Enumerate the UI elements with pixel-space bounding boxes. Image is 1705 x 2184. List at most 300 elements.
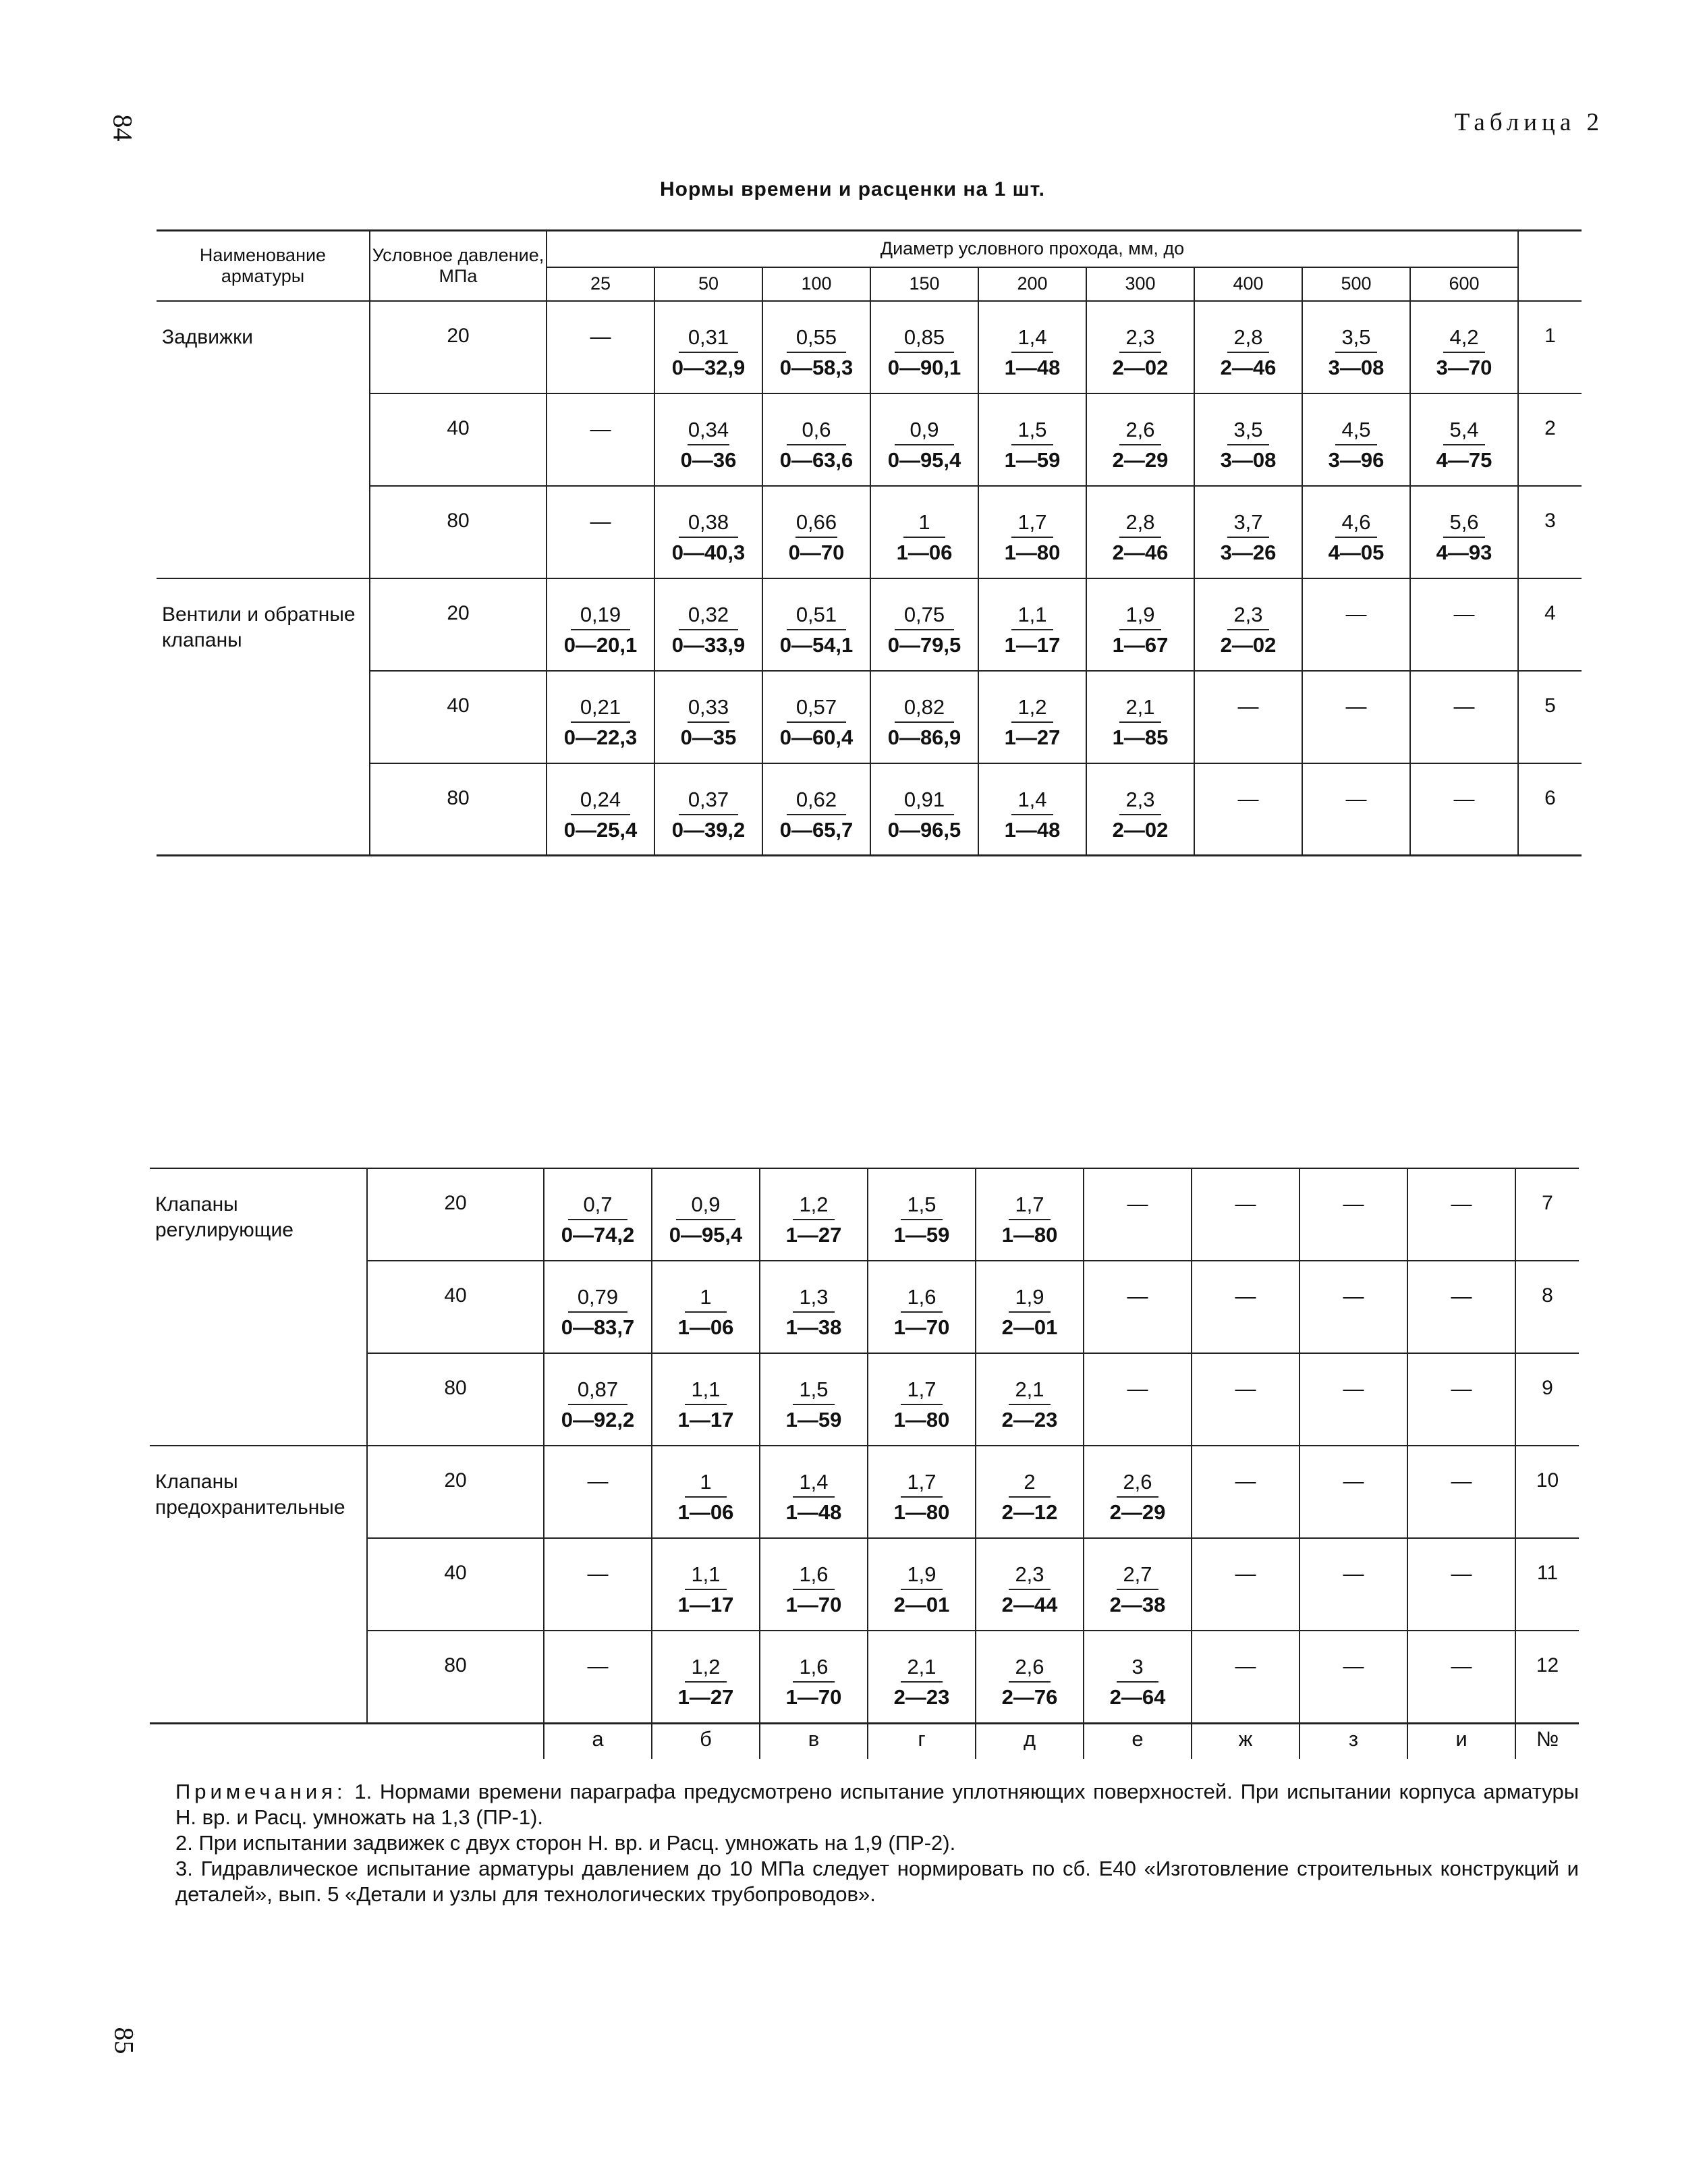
price-rate: 2—01 bbox=[893, 1593, 950, 1616]
time-norm: 1 bbox=[685, 1284, 727, 1313]
norm-cell bbox=[1299, 1261, 1407, 1353]
price-rate: 0—63,6 bbox=[779, 447, 854, 472]
price-rate: 0—74,2 bbox=[561, 1223, 635, 1247]
empty-dash: — bbox=[1345, 601, 1367, 626]
time-norm: 0,79 bbox=[568, 1284, 628, 1313]
norm-cell bbox=[762, 486, 870, 578]
table-row bbox=[157, 578, 1582, 671]
norm-cell bbox=[1084, 1261, 1192, 1353]
fitting-name: Задвижки bbox=[157, 301, 370, 578]
norm-cell bbox=[1407, 1261, 1515, 1353]
price-rate: 0—70 bbox=[788, 540, 845, 564]
row-number: 8 bbox=[1515, 1261, 1579, 1353]
time-norm: 0,55 bbox=[787, 325, 847, 353]
norm-cell bbox=[1084, 1446, 1192, 1538]
time-norm: 3,5 bbox=[1227, 417, 1270, 445]
price-rate: 2—23 bbox=[893, 1685, 950, 1709]
price-rate: 2—46 bbox=[1220, 355, 1277, 379]
norm-cell bbox=[868, 1261, 976, 1353]
column-letter: г bbox=[868, 1720, 976, 1759]
row-number: 1 bbox=[1518, 301, 1582, 393]
norm-cell bbox=[1410, 393, 1518, 486]
norm-cell bbox=[1084, 1538, 1192, 1631]
norm-cell bbox=[1302, 393, 1410, 486]
norm-cell bbox=[1299, 1538, 1407, 1631]
time-norm: 2,8 bbox=[1119, 510, 1162, 538]
time-norm: 0,31 bbox=[679, 325, 739, 353]
time-norm: 1,4 bbox=[793, 1469, 835, 1498]
norm-cell bbox=[1407, 1353, 1515, 1446]
column-letter: д bbox=[976, 1720, 1084, 1759]
norm-cell bbox=[1410, 763, 1518, 856]
norm-cell bbox=[760, 1168, 868, 1261]
table-row bbox=[150, 1446, 1579, 1538]
price-rate: 1—27 bbox=[677, 1685, 734, 1709]
price-rate: 1—27 bbox=[785, 1223, 842, 1247]
price-rate: 2—44 bbox=[1001, 1593, 1058, 1616]
norm-cell bbox=[1086, 486, 1194, 578]
norm-cell bbox=[1407, 1538, 1515, 1631]
price-rate: 1—70 bbox=[893, 1315, 950, 1339]
price-rate: 0—54,1 bbox=[779, 632, 854, 657]
empty-dash: — bbox=[1453, 786, 1475, 811]
empty-dash: — bbox=[1237, 786, 1259, 811]
time-norm: 4,2 bbox=[1443, 325, 1486, 353]
norm-cell bbox=[1407, 1446, 1515, 1538]
column-letters-row bbox=[150, 1720, 1579, 1759]
row-number: 12 bbox=[1515, 1631, 1579, 1723]
price-rate: 1—70 bbox=[785, 1685, 842, 1709]
column-letter: б bbox=[652, 1720, 760, 1759]
time-norm: 2,3 bbox=[1227, 602, 1270, 630]
time-norm: 1,7 bbox=[901, 1469, 943, 1498]
price-rate: 0—32,9 bbox=[671, 355, 746, 379]
norm-cell bbox=[870, 393, 978, 486]
row-number: 7 bbox=[1515, 1168, 1579, 1261]
price-rate: 0—22,3 bbox=[563, 725, 638, 749]
time-norm: 2,3 bbox=[1119, 787, 1162, 815]
empty-dash: — bbox=[1235, 1562, 1256, 1585]
norm-cell bbox=[760, 1538, 868, 1631]
price-rate: 0—36 bbox=[680, 447, 737, 472]
norm-cell bbox=[654, 393, 762, 486]
table-label: Таблица 2 bbox=[1454, 109, 1604, 136]
norm-cell bbox=[1302, 486, 1410, 578]
header-name: Наименование арматуры bbox=[199, 244, 327, 286]
price-rate: 1—59 bbox=[785, 1408, 842, 1431]
empty-dash: — bbox=[1127, 1192, 1148, 1216]
price-rate: 1—80 bbox=[1001, 1223, 1058, 1247]
time-norm: 1,6 bbox=[793, 1654, 835, 1683]
norm-cell bbox=[870, 301, 978, 393]
price-rate: 2—29 bbox=[1109, 1500, 1166, 1524]
time-norm: 1,7 bbox=[901, 1377, 943, 1405]
empty-dash: — bbox=[1453, 601, 1475, 626]
time-norm: 0,33 bbox=[688, 694, 730, 723]
fitting-name: Вентили и обратные клапаны bbox=[157, 578, 370, 856]
column-letter: а bbox=[544, 1720, 652, 1759]
time-norm: 1 bbox=[903, 510, 946, 538]
norm-cell bbox=[1194, 301, 1302, 393]
time-norm: 0,66 bbox=[795, 510, 838, 538]
price-rate: 1—17 bbox=[1004, 632, 1061, 657]
header-diameter: 500 bbox=[1302, 267, 1410, 301]
norm-cell bbox=[976, 1631, 1084, 1723]
time-norm: 0,82 bbox=[895, 694, 955, 723]
price-rate: 0—95,4 bbox=[669, 1223, 743, 1247]
empty-dash: — bbox=[1345, 694, 1367, 718]
time-norm: 1,1 bbox=[685, 1562, 727, 1590]
norm-cell bbox=[978, 486, 1086, 578]
price-rate: 1—59 bbox=[1004, 447, 1061, 472]
price-rate: 2—64 bbox=[1109, 1685, 1166, 1709]
norm-cell bbox=[547, 763, 654, 856]
norm-cell bbox=[654, 763, 762, 856]
norm-cell bbox=[652, 1538, 760, 1631]
fitting-name: Клапаны регулирующие bbox=[150, 1168, 367, 1446]
norm-cell bbox=[1194, 671, 1302, 763]
price-rate: 3—26 bbox=[1220, 540, 1277, 564]
pressure-value: 40 bbox=[370, 393, 547, 486]
column-letter: ж bbox=[1192, 1720, 1299, 1759]
norm-cell bbox=[1407, 1168, 1515, 1261]
norm-cell bbox=[544, 1168, 652, 1261]
empty-dash: — bbox=[1235, 1284, 1256, 1308]
price-rate: 1—27 bbox=[1004, 725, 1061, 749]
time-norm: 0,87 bbox=[568, 1377, 628, 1405]
norm-cell bbox=[760, 1353, 868, 1446]
table-row bbox=[157, 486, 1582, 578]
time-norm: 4,6 bbox=[1335, 510, 1378, 538]
norm-cell bbox=[654, 671, 762, 763]
price-rate: 0—40,3 bbox=[671, 540, 746, 564]
price-rate: 0—65,7 bbox=[779, 817, 854, 842]
norm-cell bbox=[978, 671, 1086, 763]
time-norm: 1,9 bbox=[901, 1562, 943, 1590]
norm-cell bbox=[654, 486, 762, 578]
time-norm: 0,24 bbox=[571, 787, 631, 815]
time-norm: 4,5 bbox=[1335, 417, 1378, 445]
empty-dash: — bbox=[1235, 1192, 1256, 1216]
time-norm: 0,32 bbox=[679, 602, 739, 630]
norm-cell bbox=[1192, 1168, 1299, 1261]
norm-cell bbox=[547, 301, 654, 393]
norm-cell bbox=[1302, 301, 1410, 393]
time-norm: 0,75 bbox=[895, 602, 955, 630]
norm-cell bbox=[1410, 671, 1518, 763]
price-rate: 1—85 bbox=[1112, 725, 1169, 749]
price-rate: 3—70 bbox=[1436, 355, 1492, 379]
time-norm: 0,34 bbox=[688, 417, 730, 445]
pressure-value: 40 bbox=[370, 671, 547, 763]
row-number: 3 bbox=[1518, 486, 1582, 578]
row-number: 11 bbox=[1515, 1538, 1579, 1631]
norm-cell bbox=[1084, 1353, 1192, 1446]
note-1: Примечания: 1. Нормами времени параграфа предусмотрено испытание уплотняющих поверхностей. При испытании корпуса арматуры Н. вр. и Расц. умножать на 1,3 (ПР-1). bbox=[175, 1780, 1579, 1829]
time-norm: 2,6 bbox=[1009, 1654, 1051, 1683]
price-rate: 2—02 bbox=[1220, 632, 1277, 657]
row-number: 4 bbox=[1518, 578, 1582, 671]
price-rate: 2—38 bbox=[1109, 1593, 1166, 1616]
price-rate: 0—90,1 bbox=[887, 355, 961, 379]
empty-dash: — bbox=[1343, 1377, 1364, 1400]
norm-cell bbox=[976, 1353, 1084, 1446]
empty-dash: — bbox=[1235, 1377, 1256, 1400]
time-norm: 0,38 bbox=[679, 510, 739, 538]
price-rate: 2—01 bbox=[1001, 1315, 1058, 1339]
price-rate: 2—23 bbox=[1001, 1408, 1058, 1431]
time-norm: 5,4 bbox=[1443, 417, 1486, 445]
time-norm: 3 bbox=[1117, 1654, 1159, 1683]
norm-cell bbox=[1192, 1446, 1299, 1538]
notes-label: Примечания: bbox=[175, 1780, 347, 1803]
price-rate: 1—70 bbox=[785, 1593, 842, 1616]
time-norm: 2,1 bbox=[901, 1654, 943, 1683]
time-norm: 1,7 bbox=[1011, 510, 1054, 538]
norm-cell bbox=[1086, 301, 1194, 393]
price-rate: 0—86,9 bbox=[887, 725, 961, 749]
norm-cell bbox=[1084, 1631, 1192, 1723]
empty-dash: — bbox=[590, 416, 611, 441]
price-rate: 1—48 bbox=[1004, 817, 1061, 842]
price-rate: 0—60,4 bbox=[779, 725, 854, 749]
norm-cell bbox=[544, 1446, 652, 1538]
norm-cell bbox=[1299, 1631, 1407, 1723]
time-norm: 1,5 bbox=[793, 1377, 835, 1405]
norm-cell bbox=[868, 1353, 976, 1446]
norm-cell bbox=[1194, 393, 1302, 486]
norm-cell bbox=[1192, 1538, 1299, 1631]
time-norm: 2,1 bbox=[1119, 694, 1162, 723]
norm-cell bbox=[976, 1261, 1084, 1353]
price-rate: 2—12 bbox=[1001, 1500, 1058, 1524]
price-rate: 1—17 bbox=[677, 1408, 734, 1431]
header-diameter: 150 bbox=[870, 267, 978, 301]
fitting-name: Клапаны предохранительные bbox=[150, 1446, 367, 1723]
table-row bbox=[150, 1168, 1579, 1261]
time-norm: 0,51 bbox=[787, 602, 847, 630]
no-label: № bbox=[1515, 1720, 1579, 1759]
norm-cell bbox=[1299, 1168, 1407, 1261]
empty-dash: — bbox=[1451, 1377, 1472, 1400]
time-norm: 0,62 bbox=[787, 787, 847, 815]
pressure-value: 40 bbox=[367, 1538, 544, 1631]
price-rate: 0—39,2 bbox=[671, 817, 746, 842]
price-rate: 1—48 bbox=[785, 1500, 842, 1524]
empty-dash: — bbox=[1235, 1469, 1256, 1493]
empty-dash: — bbox=[1453, 694, 1475, 718]
time-norm: 2,1 bbox=[1009, 1377, 1051, 1405]
norm-cell bbox=[1192, 1261, 1299, 1353]
time-norm: 0,85 bbox=[895, 325, 955, 353]
norm-cell bbox=[544, 1353, 652, 1446]
norm-cell bbox=[1410, 578, 1518, 671]
empty-dash: — bbox=[1451, 1469, 1472, 1493]
price-rate: 4—75 bbox=[1436, 447, 1492, 472]
price-rate: 1—80 bbox=[1004, 540, 1061, 564]
time-norm: 0,9 bbox=[676, 1192, 736, 1220]
time-norm: 1,5 bbox=[1011, 417, 1054, 445]
row-number: 6 bbox=[1518, 763, 1582, 856]
empty-dash: — bbox=[1343, 1469, 1364, 1493]
norm-cell bbox=[1299, 1446, 1407, 1538]
header-diameter: 50 bbox=[654, 267, 762, 301]
empty-dash: — bbox=[1343, 1562, 1364, 1585]
price-rate: 3—96 bbox=[1328, 447, 1385, 472]
page-number-top: 84 bbox=[107, 114, 138, 142]
price-rate: 0—58,3 bbox=[779, 355, 854, 379]
time-norm: 0,7 bbox=[568, 1192, 628, 1220]
norm-cell bbox=[762, 393, 870, 486]
empty-dash: — bbox=[1235, 1654, 1256, 1678]
pressure-value: 80 bbox=[367, 1353, 544, 1446]
norm-cell bbox=[760, 1631, 868, 1723]
price-rate: 0—35 bbox=[680, 725, 737, 749]
column-letter: з bbox=[1299, 1720, 1407, 1759]
norm-cell bbox=[760, 1446, 868, 1538]
page-title: Нормы времени и расценки на 1 шт. bbox=[660, 178, 1045, 200]
pressure-value: 80 bbox=[370, 763, 547, 856]
row-number: 9 bbox=[1515, 1353, 1579, 1446]
price-rate: 1—59 bbox=[893, 1223, 950, 1247]
price-rate: 2—02 bbox=[1112, 817, 1169, 842]
empty-dash: — bbox=[590, 324, 611, 348]
header-diameter: 25 bbox=[547, 267, 654, 301]
time-norm: 1,4 bbox=[1011, 787, 1054, 815]
table-row bbox=[157, 671, 1582, 763]
pressure-value: 20 bbox=[367, 1446, 544, 1538]
norm-cell bbox=[1086, 671, 1194, 763]
norm-cell bbox=[760, 1261, 868, 1353]
price-rate: 0—33,9 bbox=[671, 632, 746, 657]
empty-dash: — bbox=[1127, 1377, 1148, 1400]
empty-dash: — bbox=[587, 1469, 609, 1493]
time-norm: 0,6 bbox=[787, 417, 847, 445]
price-rate: 0—79,5 bbox=[887, 632, 961, 657]
time-norm: 2,6 bbox=[1119, 417, 1162, 445]
time-norm: 1 bbox=[685, 1469, 727, 1498]
norm-cell bbox=[976, 1538, 1084, 1631]
norm-cell bbox=[1192, 1353, 1299, 1446]
time-norm: 2,7 bbox=[1117, 1562, 1159, 1590]
header-diameter: 200 bbox=[978, 267, 1086, 301]
norm-cell bbox=[547, 671, 654, 763]
time-norm: 0,91 bbox=[895, 787, 955, 815]
norm-cell bbox=[654, 301, 762, 393]
empty-dash: — bbox=[1127, 1284, 1148, 1308]
table-row bbox=[157, 301, 1582, 393]
norm-cell bbox=[652, 1168, 760, 1261]
price-rate: 1—80 bbox=[893, 1500, 950, 1524]
price-rate: 1—06 bbox=[677, 1500, 734, 1524]
empty-dash: — bbox=[1451, 1654, 1472, 1678]
empty-dash: — bbox=[587, 1562, 609, 1585]
header-diameter: 400 bbox=[1194, 267, 1302, 301]
time-norm: 2 bbox=[1009, 1469, 1051, 1498]
norm-cell bbox=[544, 1538, 652, 1631]
time-norm: 1,1 bbox=[1011, 602, 1054, 630]
empty-dash: — bbox=[1343, 1654, 1364, 1678]
norm-cell bbox=[1086, 578, 1194, 671]
time-norm: 1,5 bbox=[901, 1192, 943, 1220]
notes bbox=[150, 1779, 1579, 1907]
norm-cell bbox=[1410, 301, 1518, 393]
header-diameter-group: Диаметр условного прохода, мм, до bbox=[547, 231, 1518, 267]
norm-cell bbox=[547, 393, 654, 486]
norm-cell bbox=[654, 578, 762, 671]
time-norm: 0,21 bbox=[571, 694, 631, 723]
price-rate: 1—38 bbox=[785, 1315, 842, 1339]
norm-cell bbox=[868, 1538, 976, 1631]
price-rate: 3—08 bbox=[1220, 447, 1277, 472]
price-rate: 2—76 bbox=[1001, 1685, 1058, 1709]
time-norm: 0,19 bbox=[571, 602, 631, 630]
price-rate: 0—92,2 bbox=[561, 1408, 635, 1431]
norm-cell bbox=[868, 1168, 976, 1261]
empty-dash: — bbox=[1345, 786, 1367, 811]
empty-dash: — bbox=[1237, 694, 1259, 718]
table-row bbox=[157, 393, 1582, 486]
norm-cell bbox=[544, 1631, 652, 1723]
price-rate: 1—17 bbox=[677, 1593, 734, 1616]
norm-cell bbox=[1299, 1353, 1407, 1446]
empty-dash: — bbox=[1343, 1284, 1364, 1308]
norm-cell bbox=[870, 671, 978, 763]
time-norm: 1,9 bbox=[1119, 602, 1162, 630]
price-rate: 1—48 bbox=[1004, 355, 1061, 379]
time-norm: 1,4 bbox=[1011, 325, 1054, 353]
price-rate: 4—05 bbox=[1328, 540, 1385, 564]
norm-cell bbox=[1192, 1631, 1299, 1723]
norm-cell bbox=[652, 1261, 760, 1353]
pressure-value: 80 bbox=[367, 1631, 544, 1723]
header-diameter: 300 bbox=[1086, 267, 1194, 301]
norm-cell bbox=[870, 578, 978, 671]
time-norm: 1,2 bbox=[793, 1192, 835, 1220]
norm-cell bbox=[1302, 763, 1410, 856]
time-norm: 1,1 bbox=[685, 1377, 727, 1405]
pressure-value: 20 bbox=[370, 301, 547, 393]
note-3: 3. Гидравлическое испытание арматуры давлением до 10 МПа следует нормировать по сб. Е40 «Изготовление строительных конструкций и деталей», вып. 5 «Детали и узлы для технологических трубопроводов». bbox=[175, 1857, 1579, 1906]
time-norm: 5,6 bbox=[1443, 510, 1486, 538]
header-pressure: Условное давление, МПа bbox=[370, 231, 547, 301]
pressure-value: 20 bbox=[370, 578, 547, 671]
norm-cell bbox=[1407, 1631, 1515, 1723]
time-norm: 2,6 bbox=[1117, 1469, 1159, 1498]
price-rate: 3—08 bbox=[1328, 355, 1385, 379]
norms-table-upper bbox=[157, 229, 1582, 856]
price-rate: 1—80 bbox=[893, 1408, 950, 1431]
norm-cell bbox=[976, 1446, 1084, 1538]
norm-cell bbox=[1302, 671, 1410, 763]
norm-cell bbox=[1086, 393, 1194, 486]
header-diameter: 100 bbox=[762, 267, 870, 301]
norm-cell bbox=[762, 301, 870, 393]
norm-cell bbox=[1194, 486, 1302, 578]
price-rate: 2—29 bbox=[1112, 447, 1169, 472]
norm-cell bbox=[978, 763, 1086, 856]
norm-cell bbox=[1194, 578, 1302, 671]
norm-cell bbox=[868, 1631, 976, 1723]
time-norm: 1,7 bbox=[1009, 1192, 1051, 1220]
header-diameter: 600 bbox=[1410, 267, 1518, 301]
price-rate: 2—46 bbox=[1112, 540, 1169, 564]
norm-cell bbox=[547, 486, 654, 578]
norm-cell bbox=[652, 1446, 760, 1538]
time-norm: 0,57 bbox=[787, 694, 847, 723]
time-norm: 1,9 bbox=[1009, 1284, 1051, 1313]
norm-cell bbox=[762, 578, 870, 671]
